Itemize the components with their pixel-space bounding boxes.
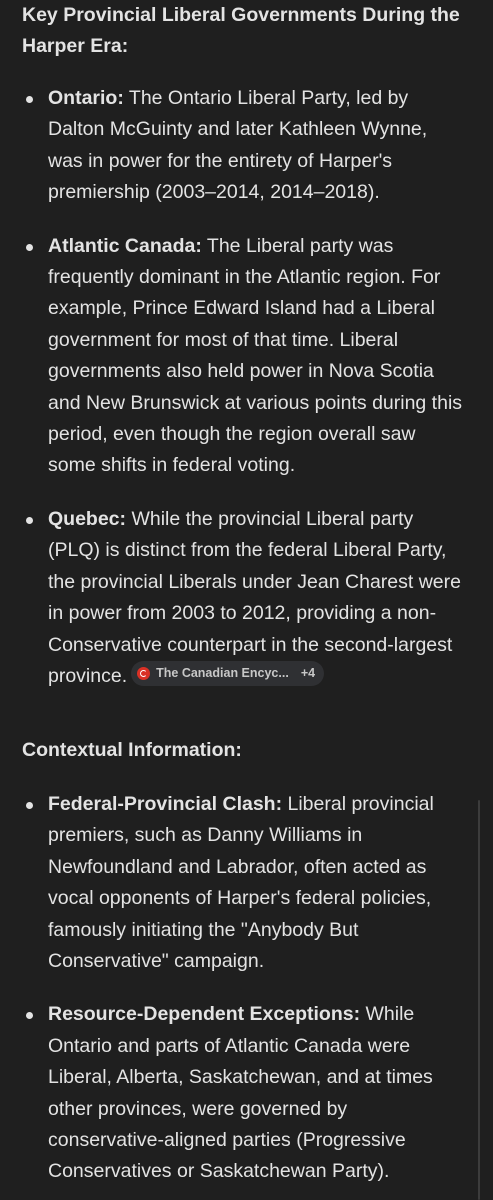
item-text: While Ontario and parts of Atlantic Canada were Liberal, Alberta, Saskatchewan, and at times other provinces, were governed by conservative-aligned parties (Progressive Conservatives or Saskatchewan Party). — [48, 1003, 433, 1183]
source-chip[interactable] — [131, 661, 324, 686]
source-chip-label: The Canadian Encyc... — [156, 665, 289, 680]
section-title-key-governments: Key Provincial Liberal Governments During the Harper Era: — [22, 4, 460, 57]
source-chip-more-count: +4 — [300, 665, 316, 680]
item-lead: Resource-Dependent Exceptions: — [48, 1003, 361, 1026]
list-item-ontario — [22, 83, 467, 209]
canadian-encyclopedia-icon — [137, 667, 150, 680]
list-item-quebec — [22, 504, 467, 692]
item-text: While the provincial Liberal party (PLQ) is distinct from the federal Liberal Party, the provincial Liberals under Jean Charest were in power from 2003 to 2012, providing a non-Conservative counterpart in the second-largest province. — [48, 507, 461, 687]
item-lead: Atlantic Canada: — [48, 234, 202, 257]
contextual-information-list — [22, 789, 467, 1188]
item-text: The Ontario Liberal Party, led by Dalton McGuinty and later Kathleen Wynne, was in power for the entirety of Harper's premiership (2003–2014, 2014–2018). — [48, 87, 428, 204]
item-lead: Federal-Provincial Clash: — [48, 793, 283, 815]
item-lead: Ontario: — [48, 87, 124, 109]
key-governments-list — [22, 83, 467, 692]
list-item-resource-dependent-exceptions — [22, 999, 467, 1187]
item-text: Liberal provincial premiers, such as Danny Williams in Newfoundland and Labrador, often acted as vocal opponents of Harper's federal policies, famously initiating the "Anybody But Conservative" campaign. — [48, 793, 434, 973]
list-item-federal-provincial-clash — [22, 789, 467, 977]
scrollbar-thumb[interactable] — [478, 800, 480, 1200]
section-title-contextual-information: Contextual Information: — [22, 739, 242, 761]
item-text: The Liberal party was frequently dominant in the Atlantic region. For example, Prince Edward Island had a Liberal government for most of that time. Liberal governments also held power in Nova Scotia and New Brunswick at various points during this period, even though the region overall saw some shifts in federal voting. — [48, 234, 463, 477]
list-item-atlantic-canada — [22, 231, 467, 482]
item-lead: Quebec: — [48, 507, 127, 530]
